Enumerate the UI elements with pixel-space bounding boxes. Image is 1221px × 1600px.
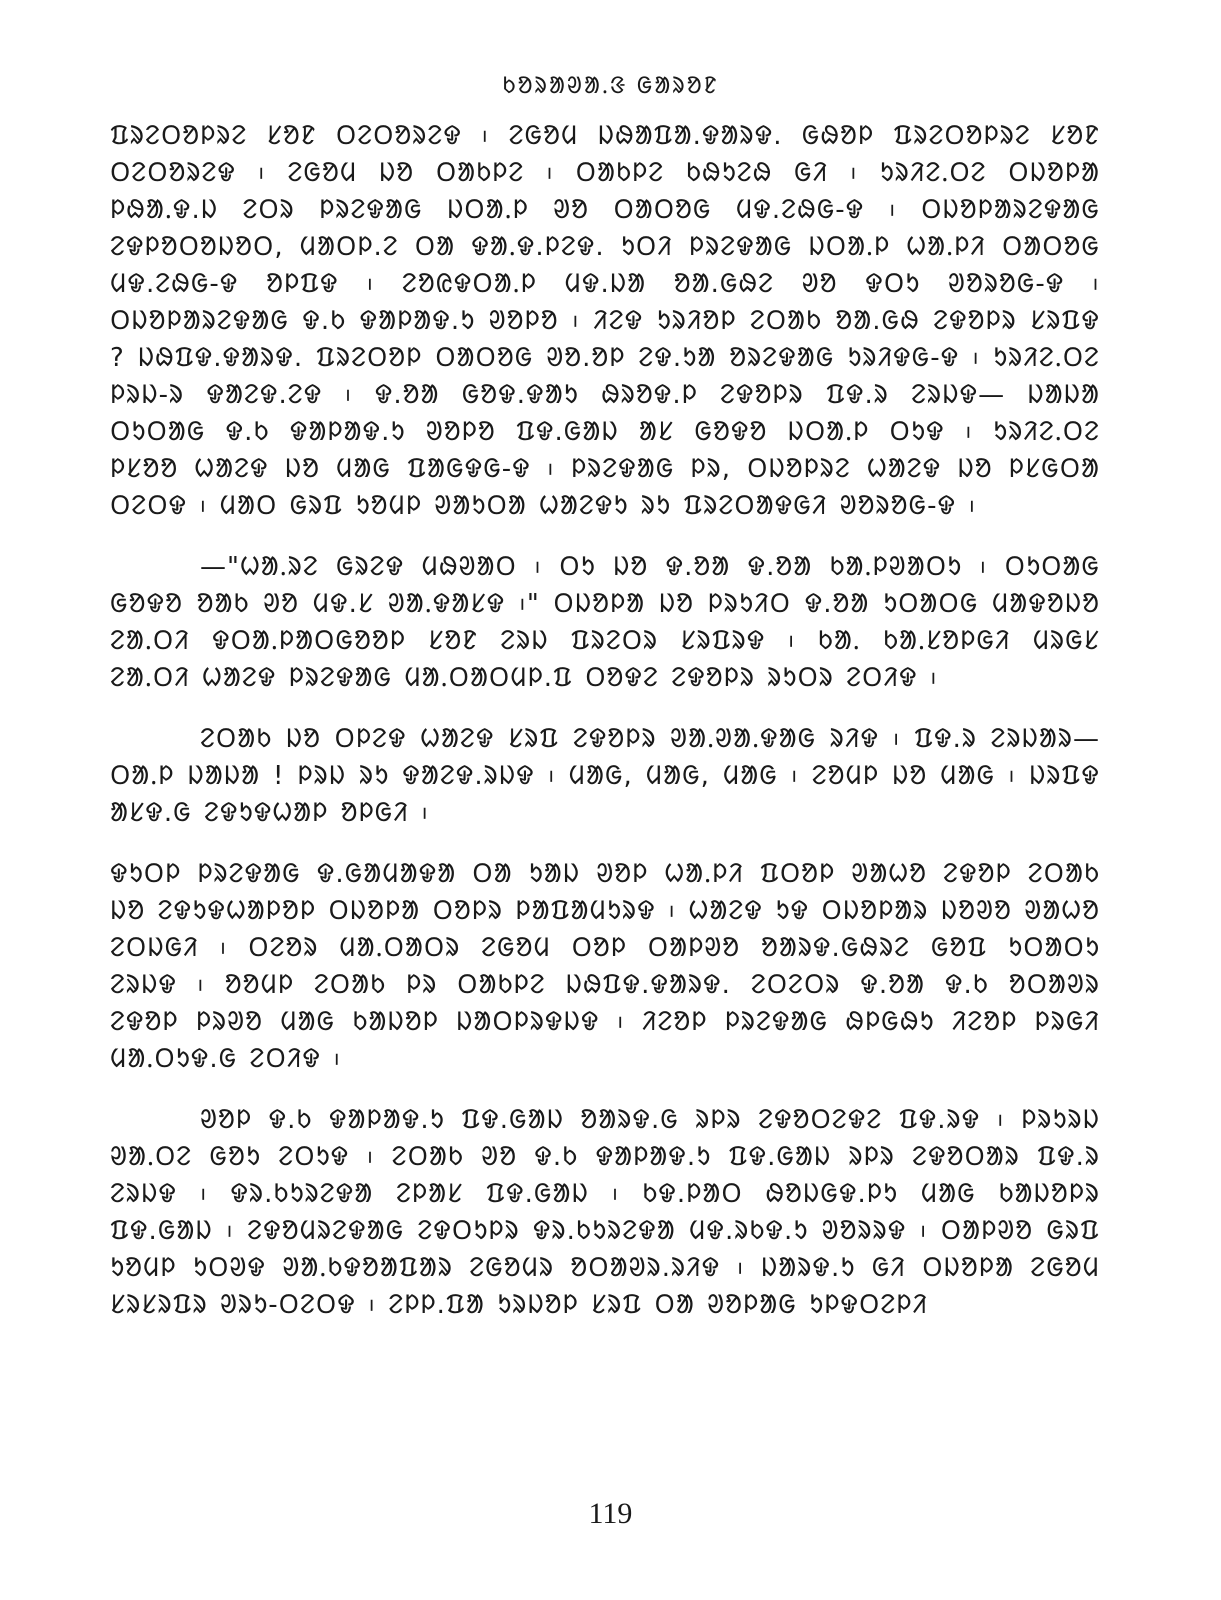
paragraph-1: ᱯᱨᱮᱛᱚᱞᱨᱮ ᱥᱚᱱ ᱛᱮᱛᱚᱨᱮᱫ ᱾ ᱮᱜᱚᱢ ᱡᱷᱟᱯᱟ.ᱫᱟᱨᱫ. ᱜᱷᱚᱞ ᱯᱨᱮᱛᱚᱞᱨᱮ ᱥᱚᱱ ᱛᱮᱛᱚᱨᱮᱫ ᱾ ᱮᱜᱚᱢ ᱡᱚ ᱛᱟᱠᱞᱮ ᱾ ᱛᱟᱠᱞᱮ ᱠᱷᱩᱮᱷ ᱜᱤ ᱾ ᱩᱨᱤᱮᱹᱛᱮ ᱛᱡᱚᱞᱟ ᱞᱷᱟᱹᱫ.ᱡ ᱮᱛᱨ ᱞᱨᱮᱫᱟᱜ ᱡᱛᱟᱹᱞ ᱣᱚ ᱛᱟᱛᱚᱜ ᱢᱫ.ᱮᱷᱜ-ᱫ ᱾ ᱛᱡᱚᱞᱟᱨᱮᱫᱟᱜ ᱮᱫᱞᱚᱛᱚᱡᱚᱛ, ᱢᱟᱛᱞ.ᱮ ᱛᱟ ᱫᱟᱹᱫ.ᱞᱮᱫ. ᱩᱛᱤ ᱞᱨᱮᱫᱟᱜ ᱡᱛᱟᱹᱞ ᱦᱟᱹᱞᱤ ᱛᱟᱛᱚᱜ ᱢᱫ.ᱮᱷᱜ-ᱫ ᱚᱞᱯᱫ ᱾ ᱮᱚᱭᱫᱛᱟᱹᱞ ᱢᱫ.ᱡᱟ ᱚᱟ.ᱜᱷᱮ ᱣᱚ ᱫᱛᱩ ᱣᱚᱨᱚᱜ-ᱫ ᱾ ᱛᱡᱚᱞᱟᱨᱮᱫᱟᱜ ᱫ.ᱠ ᱫᱟᱞᱟᱫ.ᱩ ᱣᱚᱞᱚ ᱾ ᱤᱮᱫ ᱩᱨᱤᱚᱞ ᱮᱛᱟᱠ ᱚᱟ.ᱜᱷ ᱮᱫᱚᱞᱨ ᱥᱨᱯᱫ ? ᱡᱷᱯᱫ.ᱫᱟᱨᱫ. ᱯᱨᱮᱛᱚᱞ ᱛᱟᱛᱚᱜ ᱣᱚ.ᱚᱞ ᱮᱫ.ᱩᱟ ᱚᱨᱮᱫᱟᱜ ᱩᱨᱤᱫᱜ-ᱫ ᱾ ᱩᱨᱤᱮᱹᱛᱮ ᱞᱨᱡ-ᱨ ᱫᱟᱮᱫ.ᱮᱫ ᱾ ᱫ.ᱚᱟ ᱜᱚᱫ.ᱫᱟᱩ ᱷᱨᱚᱫ.ᱞ ᱮᱫᱚᱞᱨ ᱯᱫ.ᱨ ᱮᱨᱡᱫ— ᱡᱟᱡᱟ ᱛᱩᱛᱟᱜ ᱫ.ᱠ ᱫᱟᱞᱟᱫ.ᱩ ᱣᱚᱞᱚ ᱯᱫ.ᱜᱟᱡ ᱟᱥ ᱜᱚᱫᱚ ᱡᱛᱟᱹᱞ ᱛᱩᱫ ᱾ ᱩᱨᱤᱮᱹᱛᱮ ᱞᱥᱚᱚ ᱦᱟᱮᱫ ᱡᱚ ᱢᱟᱜ ᱯᱟᱜᱫᱜ-ᱫ ᱾ ᱞᱨᱮᱫᱟᱜ ᱞᱨ, ᱛᱡᱚᱞᱨᱮ ᱦᱟᱮᱫ ᱡᱚ ᱞᱥᱜᱛᱟ ᱛᱮᱛᱫ ᱾ ᱢᱟᱛ ᱜᱨᱯ ᱩᱚᱢᱞ ᱣᱟᱩᱛᱟ ᱦᱟᱮᱫᱩ ᱨᱩ ᱯᱨᱮᱛᱟᱫᱜᱤ ᱣᱚᱨᱚᱜ-ᱫ ᱾ xyxy=(110,121,1100,521)
paragraph-3: ᱮᱛᱟᱠ ᱡᱚ ᱛᱞᱮᱫ ᱦᱟᱮᱫ ᱥᱨᱯ ᱮᱫᱚᱞᱨ ᱣᱟᱹᱣᱟᱹᱫᱟᱜ ᱨᱤᱫ ᱾ ᱯᱫ.ᱨ ᱮᱨᱡᱟᱨ— ᱛᱟᱹᱞ ᱡᱟᱡᱟ ! ᱞᱨᱡ ᱨᱩ ᱫᱟᱮᱫ.ᱨᱡᱫ ᱾ ᱢᱟᱜ, ᱢᱟᱜ, ᱢᱟᱜ ᱾ ᱮᱚᱢᱞ ᱡᱚ ᱢᱟᱜ ᱾ ᱡᱨᱯᱫ ᱟᱥᱫ.ᱜ ᱮᱫᱩᱫᱦᱟᱞ ᱚᱞᱜᱤ ᱾ xyxy=(110,724,1100,828)
page-body xyxy=(110,118,1100,1324)
paragraph-5: ᱣᱚᱞ ᱫ.ᱠ ᱫᱟᱞᱟᱫ.ᱩ ᱯᱫ.ᱜᱟᱡ ᱚᱟᱨᱫ.ᱜ ᱨᱞᱨ ᱮᱫᱚᱛᱮᱫᱮ ᱯᱫ.ᱨᱫ ᱾ ᱞᱨᱩᱨᱡ ᱣᱟᱹᱛᱮ ᱜᱚᱩ ᱮᱛᱩᱫ ᱾ ᱮᱛᱟᱠ ᱣᱚ ᱫ.ᱠ ᱫᱟᱞᱟᱫ.ᱩ ᱯᱫ.ᱜᱟᱡ ᱨᱞᱨ ᱮᱫᱚᱛᱟᱨ ᱯᱫ.ᱨ ᱮᱨᱡᱫ ᱾ ᱫᱨ.ᱠᱩᱨᱮᱫᱟ ᱮᱞᱟᱥ ᱯᱫ.ᱜᱟᱡ ᱾ ᱠᱫ.ᱞᱟᱛ ᱷᱚᱡᱜᱫ.ᱞᱩ ᱢᱟᱜ ᱠᱟᱡᱚᱞᱨ ᱯᱫ.ᱜᱟᱡ ᱾ ᱮᱫᱚᱢᱨᱮᱫᱟᱜ ᱮᱫᱛᱩᱞᱨ ᱫᱨ.ᱠᱩᱨᱮᱫᱟ ᱢᱫ.ᱨᱠᱫ.ᱩ ᱣᱚᱨᱨᱫ ᱾ ᱛᱟᱞᱣᱚ ᱜᱨᱯ ᱩᱚᱢᱞ ᱩᱛᱣᱫ ᱣᱟᱹᱠᱫᱚᱟᱯᱟᱨ ᱮᱜᱚᱢᱨ ᱚᱛᱟᱣᱨ.ᱨᱤᱫ ᱾ ᱡᱟᱨᱫ.ᱩ ᱜᱤ ᱛᱡᱚᱞᱟ ᱮᱜᱚᱢ ᱥᱨᱥᱨᱯᱨ ᱣᱨᱩ-ᱛᱮᱛᱫ ᱾ ᱮᱞᱞ.ᱯᱟ ᱩᱨᱡᱚᱞ ᱥᱨᱯ ᱛᱟ ᱣᱚᱞᱟᱜ ᱩᱞᱫᱛᱮᱞᱤ xyxy=(110,1105,1100,1320)
running-title: ᱠᱚᱨᱟᱣᱟᱹᱝ ᱜᱟᱨᱚᱱ xyxy=(502,73,719,99)
paragraph-4: ᱫᱩᱛᱞ ᱞᱨᱮᱫᱟᱜ ᱫ.ᱜᱟᱢᱟᱫᱟ ᱛᱟ ᱩᱟᱡ ᱣᱚᱞ ᱦᱟᱹᱞᱤ ᱯᱛᱚᱞ ᱣᱟᱦᱚ ᱮᱫᱚᱞ ᱮᱛᱟᱠ ᱡᱚ ᱮᱫᱩᱫᱦᱟᱞᱚᱞ ᱛᱡᱚᱞᱟ ᱛᱚᱞᱨ ᱞᱟᱯᱟᱢᱩᱨᱫ ᱾ ᱦᱟᱮᱫ ᱩᱫ ᱛᱡᱚᱞᱟᱨ ᱡᱚᱣᱚ ᱣᱟᱦᱚ ᱮᱛᱡᱜᱤ ᱾ ᱛᱮᱚᱨ ᱢᱟᱹᱛᱟᱛᱨ ᱮᱜᱚᱢ ᱛᱚᱞ ᱛᱟᱞᱣᱚ ᱚᱟᱨᱫ.ᱜᱷᱨᱮ ᱜᱚᱯ ᱩᱛᱟᱛᱩ ᱮᱨᱡᱫ ᱾ ᱚᱚᱢᱞ ᱮᱛᱟᱠ ᱞᱨ ᱛᱟᱠᱞᱮ ᱡᱷᱯᱫ.ᱫᱟᱨᱫ. ᱮᱛᱮᱛᱨ ᱫ.ᱚᱟ ᱫ.ᱠ ᱚᱛᱟᱣᱨ ᱮᱫᱚᱞ ᱞᱨᱣᱚ ᱢᱟᱜ ᱠᱟᱡᱚᱞ ᱡᱟᱛᱞᱨᱫᱡᱫ ᱾ ᱤᱮᱚᱞ ᱞᱨᱮᱫᱟᱜ ᱷᱞᱜᱷᱩ ᱤᱮᱚᱞ ᱞᱨᱜᱤ ᱢᱟᱹᱛᱩᱫ.ᱜ ᱮᱛᱤᱫ ᱾ xyxy=(110,859,1100,1074)
page-number: 119 xyxy=(588,1497,633,1530)
paragraph-2: —"ᱦᱟᱹᱨᱮ ᱜᱨᱮᱫ ᱢᱷᱣᱟᱛ ᱾ ᱛᱩ ᱡᱚ ᱫ.ᱚᱟ ᱫ.ᱚᱟ ᱠᱟᱹᱞᱣᱟᱛᱩ ᱾ ᱛᱩᱛᱟᱜ ᱜᱚᱫᱚ ᱚᱟᱠ ᱣᱚ ᱢᱫ.ᱥ ᱣᱟᱹᱫᱟᱥᱫ ᱾" ᱛᱡᱚᱞᱟ ᱡᱚ ᱞᱨᱩᱤᱛ ᱫ.ᱚᱟ ᱩᱛᱟᱛᱜ ᱢᱟᱫᱚᱡᱚ ᱮᱟᱹᱛᱤ ᱫᱛᱟᱹᱞᱟᱛᱜᱚᱚᱞ ᱥᱚᱱ ᱮᱨᱡ ᱯᱨᱮᱛᱨ ᱥᱨᱯᱨᱫ ᱾ ᱠᱟᱹ ᱠᱟᱹᱥᱚᱞᱜᱤ ᱢᱨᱜᱥ ᱮᱟᱹᱛᱤ ᱦᱟᱮᱫ ᱞᱨᱮᱫᱟᱜ ᱢᱟᱹᱛᱟᱛᱢᱞ.ᱯ ᱛᱚᱫᱮ ᱮᱫᱚᱞᱨ ᱨᱩᱛᱨ ᱮᱛᱤᱫ ᱾ xyxy=(110,552,1100,693)
